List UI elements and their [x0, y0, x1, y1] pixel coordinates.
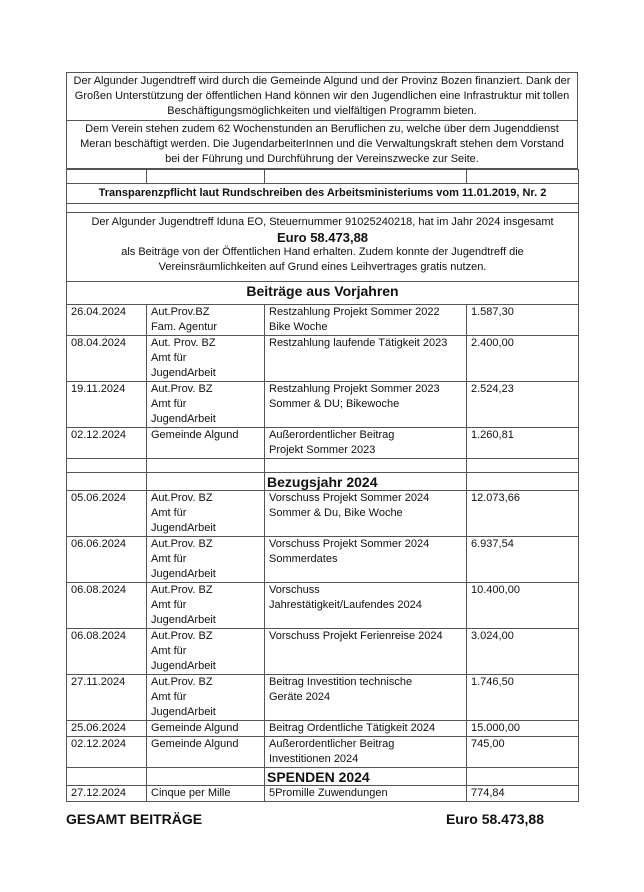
row-date: 06.08.2024 — [67, 583, 147, 629]
summary-amount: Euro 58.473,88 — [276, 230, 369, 245]
row-date: 26.04.2024 — [67, 305, 147, 336]
row-source: Aut.Prov.BZ Fam. Agentur — [147, 305, 265, 336]
section-donations: SPENDEN 2024 — [265, 768, 467, 786]
table-row — [67, 786, 579, 802]
row-amount: 12.073,66 — [467, 491, 579, 537]
summary-line-1: Der Algunder Jugendtreff Iduna EO, Steuernummer 91025240218, hat im Jahr 2024 insgesamt — [91, 216, 554, 228]
row-date: 25.06.2024 — [67, 721, 147, 737]
reference-year-rows — [67, 491, 579, 768]
row-description: Vorschuss Projekt Ferienreise 2024 — [265, 629, 467, 675]
row-amount: 1.746,50 — [467, 675, 579, 721]
row-amount: 6.937,54 — [467, 537, 579, 583]
row-source: Gemeinde Algund — [147, 428, 265, 459]
row-date: 19.11.2024 — [67, 382, 147, 428]
row-date: 08.04.2024 — [67, 336, 147, 382]
main-table — [66, 169, 579, 802]
intro-table — [66, 72, 578, 169]
row-source: Gemeinde Algund — [147, 721, 265, 737]
table-row — [67, 382, 579, 428]
donations-rows — [67, 786, 579, 802]
row-amount: 2.524,23 — [467, 382, 579, 428]
table-row — [67, 675, 579, 721]
total-footer — [66, 811, 578, 827]
row-description: Außerordentlicher Beitrag Investitionen 2024 — [265, 737, 467, 768]
row-description: Vorschuss Projekt Sommer 2024 Sommerdates — [265, 537, 467, 583]
row-amount: 774,84 — [467, 786, 579, 802]
row-amount: 1.260,81 — [467, 428, 579, 459]
row-amount: 2.400,00 — [467, 336, 579, 382]
row-date: 27.12.2024 — [67, 786, 147, 802]
total-label: GESAMT BEITRÄGE — [66, 811, 203, 827]
document — [66, 72, 578, 802]
total-amount: Euro 58.473,88 — [445, 811, 544, 827]
table-row — [67, 721, 579, 737]
row-source: Aut.Prov. BZ Amt für JugendArbeit — [147, 491, 265, 537]
row-date: 05.06.2024 — [67, 491, 147, 537]
row-source: Aut.Prov. BZ Amt für JugendArbeit — [147, 675, 265, 721]
row-date: 06.08.2024 — [67, 629, 147, 675]
row-date: 06.06.2024 — [67, 537, 147, 583]
row-amount: 10.400,00 — [467, 583, 579, 629]
row-source: Aut.Prov. BZ Amt für JugendArbeit — [147, 382, 265, 428]
table-row — [67, 336, 579, 382]
row-source: Aut.Prov. BZ Amt für JugendArbeit — [147, 629, 265, 675]
row-amount: 1.587,30 — [467, 305, 579, 336]
row-amount: 3.024,00 — [467, 629, 579, 675]
table-row — [67, 491, 579, 537]
row-source: Aut.Prov. BZ Amt für JugendArbeit — [147, 537, 265, 583]
row-description: Restzahlung Projekt Sommer 2023 Sommer & DU; Bikewoche — [265, 382, 467, 428]
intro-staff-text: Dem Verein stehen zudem 62 Wochenstunden an Beruflichen zu, welche über dem Jugenddienst Meran beschäftigt werden. Die JugendarbeiterInnen und die Verwaltungskraft stehen dem Vorstand bei der Führung und Durchführung der Vereinszwecke zur Seite. — [67, 121, 578, 169]
row-description: Restzahlung laufende Tätigkeit 2023 — [265, 336, 467, 382]
table-row — [67, 737, 579, 768]
table-row — [67, 583, 579, 629]
row-date: 02.12.2024 — [67, 737, 147, 768]
row-description: Vorschuss Jahrestätigkeit/Laufendes 2024 — [265, 583, 467, 629]
row-source: Gemeinde Algund — [147, 737, 265, 768]
row-description: Außerordentlicher Beitrag Projekt Sommer 2023 — [265, 428, 467, 459]
table-row — [67, 305, 579, 336]
row-amount: 745,00 — [467, 737, 579, 768]
row-source: Cinque per Mille — [147, 786, 265, 802]
summary-block — [67, 213, 579, 282]
transparency-heading: Transparenzpflicht laut Rundschreiben des Arbeitsministeriums vom 11.01.2019, Nr. 2 — [67, 184, 579, 204]
table-row — [67, 428, 579, 459]
row-date: 02.12.2024 — [67, 428, 147, 459]
row-source: Aut.Prov. BZ Amt für JugendArbeit — [147, 583, 265, 629]
previous-years-rows — [67, 305, 579, 459]
intro-financing-text: Der Algunder Jugendtreff wird durch die Gemeinde Algund und der Provinz Bozen finanziert. Dank der Großen Unterstützung der öffentlichen Hand können wir den Jugendlichen eine Infrastruktur mit tollen Beschäftigungsmöglichkeiten und vielfältigen Programm bieten. — [67, 73, 578, 121]
section-reference-year: Bezugsjahr 2024 — [265, 473, 467, 491]
row-source: Aut. Prov. BZ Amt für JugendArbeit — [147, 336, 265, 382]
table-row — [67, 537, 579, 583]
row-description: Beitrag Ordentliche Tätigkeit 2024 — [265, 721, 467, 737]
row-date: 27.11.2024 — [67, 675, 147, 721]
row-amount: 15.000,00 — [467, 721, 579, 737]
table-row — [67, 629, 579, 675]
summary-line-2: als Beiträge von der Öffentlichen Hand erhalten. Zudem konnte der Jugendtreff die Vereinsräumlichkeiten auf Grund eines Leihvertrages gratis nutzen. — [121, 246, 524, 273]
row-description: Beitrag Investition technische Geräte 2024 — [265, 675, 467, 721]
row-description: Restzahlung Projekt Sommer 2022 Bike Woche — [265, 305, 467, 336]
row-description: Vorschuss Projekt Sommer 2024 Sommer & Du, Bike Woche — [265, 491, 467, 537]
section-previous-years: Beiträge aus Vorjahren — [67, 282, 579, 305]
row-description: 5Promille Zuwendungen — [265, 786, 467, 802]
